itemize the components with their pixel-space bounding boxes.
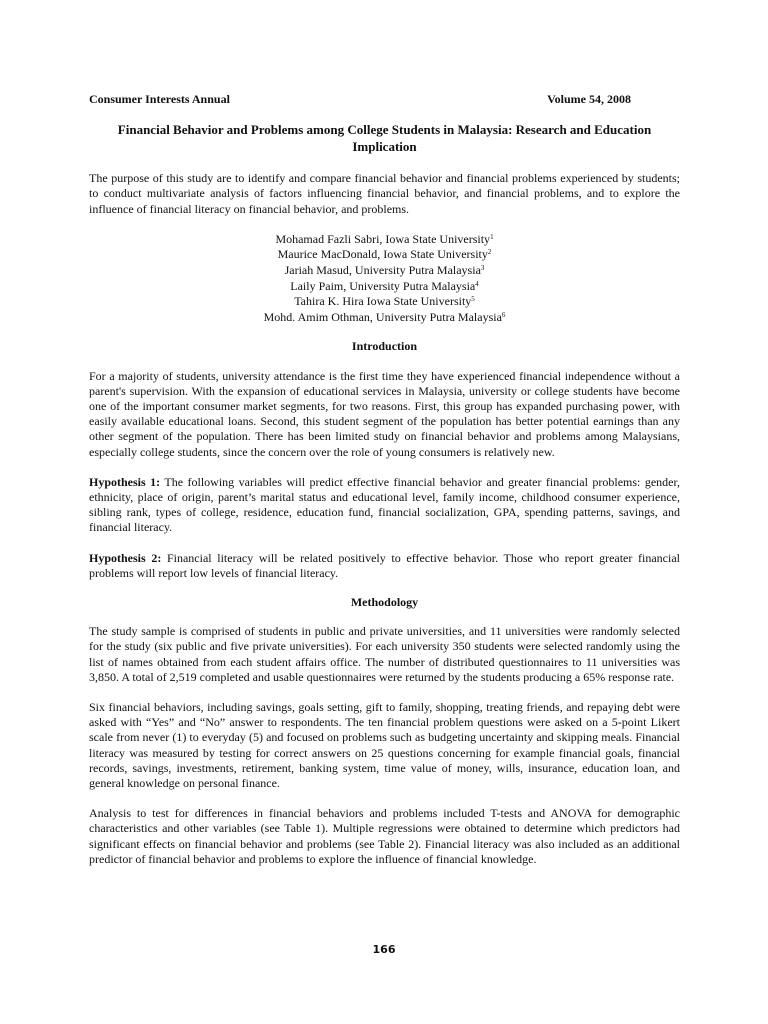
- author-line: [89, 294, 680, 310]
- paper-title: Financial Behavior and Problems among College Students in Malaysia: Research and Education Implication: [117, 122, 652, 155]
- author-name: Tahira K. Hira Iowa State University: [294, 294, 472, 309]
- hypothesis-2-label: Hypothesis 2:: [89, 550, 162, 565]
- author-name: Mohamad Fazli Sabri, Iowa State University: [275, 231, 491, 246]
- volume-info: Volume 54, 2008: [547, 92, 631, 106]
- hypothesis-2: [89, 551, 680, 581]
- author-name: Jariah Masud, University Putra Malaysia: [284, 263, 481, 277]
- hypothesis-1: [89, 475, 680, 536]
- running-header: [89, 92, 631, 107]
- journal-name: Consumer Interests Annual: [89, 92, 230, 106]
- methodology-heading: Methodology: [350, 595, 419, 610]
- author-line: [89, 263, 680, 279]
- author-name: Laily Paim, University Putra Malaysia: [290, 278, 476, 293]
- author-line: [89, 232, 680, 248]
- methodology-paragraph: The study sample is comprised of students in public and private universities, and 11 universities were randomly selected for the study (six public and five private universities). For each university 350 students were selected randomly using the list of names obtained from each student affairs office. The number of distributed questionnaires to 11 universities was 3,850. A total of 2,519 completed and usable questionnaires were returned by the students producing a 65% response rate.: [89, 624, 680, 684]
- author-footnote-mark: 1: [490, 232, 494, 241]
- hypothesis-1-text: The following variables will predict effective financial behavior and greater financial problems: gender, ethnicity, place of origin, parent’s marital status and educational level, family income, childhood consumer experience, sibling rank, types of college, residence, education fund, financial socialization, GPA, spending patterns, savings, and financial literacy.: [89, 474, 680, 535]
- author-footnote-mark: 4: [475, 279, 479, 288]
- author-footnote-mark: 5: [471, 295, 475, 304]
- introduction-heading: Introduction: [351, 339, 418, 354]
- author-line: [89, 279, 680, 295]
- paper-page: [89, 92, 680, 867]
- hypothesis-2-text: Financial literacy will be related positively to effective behavior. Those who report greater financial problems will report low levels of financial literacy.: [89, 550, 680, 580]
- author-line: [89, 310, 680, 326]
- abstract-paragraph: The purpose of this study are to identify and compare financial behavior and financial problems experienced by students; to conduct multivariate analysis of factors influencing financial behavior, and financial problems, and to explore the influence of financial literacy on financial behavior, and problems.: [89, 171, 680, 216]
- page-number: 166: [372, 943, 396, 956]
- author-line: [89, 247, 680, 263]
- introduction-paragraph: For a majority of students, university attendance is the first time they have experienced financial independence without a parent's supervision. With the expansion of educational services in Malaysia, university or college students have become one of the important consumer market segments, for two reasons. First, this group has expanded purchasing power, with easily available educational loans. Second, this student segment of the population has better potential earnings than any other segment of the population. There has been limited study on financial behavior and problems among Malaysians, especially college students, since the concern over the role of young consumers is relatively new.: [89, 368, 680, 459]
- hypothesis-1-label: Hypothesis 1:: [89, 474, 161, 489]
- author-name: Maurice MacDonald, Iowa State University: [277, 247, 488, 262]
- author-footnote-mark: 6: [501, 310, 506, 319]
- methodology-paragraph: Six financial behaviors, including savings, goals setting, gift to family, shopping, treating friends, and repaying debt were asked with “Yes” and “No” answer to respondents. The ten financial problem questions were asked on a 5-point Likert scale from never (1) to everyday (5) and focused on problems such as budgeting uncertainty and skipping meals. Financial literacy was measured by testing for correct answers on 25 questions concerning for example financial goals, financial records, savings, investments, retirement, banking system, time value of money, wills, insurance, education loan, and general knowledge on personal finance.: [89, 700, 680, 791]
- methodology-paragraph: Analysis to test for differences in financial behaviors and problems included T-tests and ANOVA for demographic characteristics and other variables (see Table 1). Multiple regressions were obtained to determine which predictors had significant effects on financial behavior and problems (see Table 2). Financial literacy was also included as an additional predictor of financial behavior and problems to explore the influence of financial knowledge.: [89, 806, 680, 866]
- author-list: [89, 232, 680, 326]
- author-footnote-mark: 2: [487, 248, 492, 257]
- author-footnote-mark: 3: [480, 264, 485, 272]
- author-name: Mohd. Amim Othman, University Putra Malaysia: [263, 309, 502, 324]
